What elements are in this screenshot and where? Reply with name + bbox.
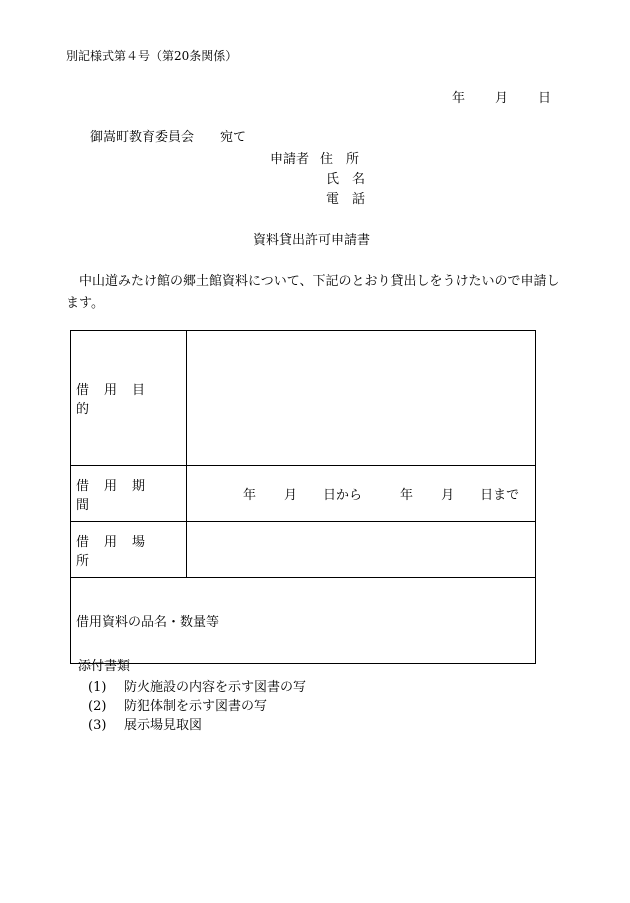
- applicant-label: 申請者: [270, 152, 310, 167]
- period-year: 年: [243, 488, 257, 503]
- attachment-item: [88, 719, 202, 732]
- document-title: 資料貸出許可申請書: [253, 233, 371, 248]
- place-label-cell: [71, 522, 187, 578]
- date-year: 年: [452, 91, 466, 106]
- attachment-num: (2): [88, 699, 107, 714]
- applicant-address-label: 住 所: [320, 152, 360, 167]
- applicant-name-label: 氏 名: [326, 172, 366, 187]
- applicant-tel-label: 電 話: [326, 192, 366, 207]
- form-reference: 別記様式第４号（第20条関係）: [66, 49, 238, 63]
- attachment-item: [88, 700, 267, 713]
- place-label: 借用場所: [76, 534, 161, 569]
- period-from: 日から: [323, 488, 363, 503]
- date-month: 月: [495, 91, 509, 106]
- purpose-field[interactable]: [187, 331, 536, 466]
- period-month2: 月: [441, 488, 455, 503]
- addressee-suffix: 宛て: [220, 130, 247, 145]
- attachment-num: (1): [88, 680, 107, 695]
- addressee-name: 御嵩町教育委員会: [90, 130, 195, 145]
- attachment-num: (3): [88, 718, 107, 733]
- date-day: 日: [538, 91, 552, 106]
- items-field[interactable]: [71, 578, 536, 664]
- application-form-table: [70, 330, 536, 664]
- period-label-cell: [71, 466, 187, 522]
- table-row-period: [71, 466, 536, 522]
- addressee: [90, 131, 246, 144]
- attachment-item: [88, 681, 306, 694]
- items-label: 借用資料の品名・数量等: [76, 615, 220, 630]
- date-line: [452, 92, 551, 105]
- period-until: 日まで: [480, 488, 520, 503]
- period-label: 借用期間: [76, 478, 161, 513]
- place-field[interactable]: [187, 522, 536, 578]
- attachment-text: 防犯体制を示す図書の写: [124, 699, 268, 714]
- period-year2: 年: [400, 488, 414, 503]
- attachment-text: 展示場見取図: [124, 718, 203, 733]
- table-row-place: [71, 522, 536, 578]
- body-text: 中山道みたけ館の郷土館資料について、下記のとおり貸出しをうけたいので申請します。: [66, 274, 560, 311]
- period-field[interactable]: [187, 466, 536, 522]
- table-row-purpose: [71, 331, 536, 466]
- attachment-text: 防火施設の内容を示す図書の写: [124, 680, 307, 695]
- purpose-label-cell: [71, 331, 187, 466]
- table-row-items: [71, 578, 536, 664]
- period-month: 月: [284, 488, 298, 503]
- purpose-label: 借用目的: [76, 383, 161, 417]
- attachments-title: 添付書類: [78, 659, 131, 674]
